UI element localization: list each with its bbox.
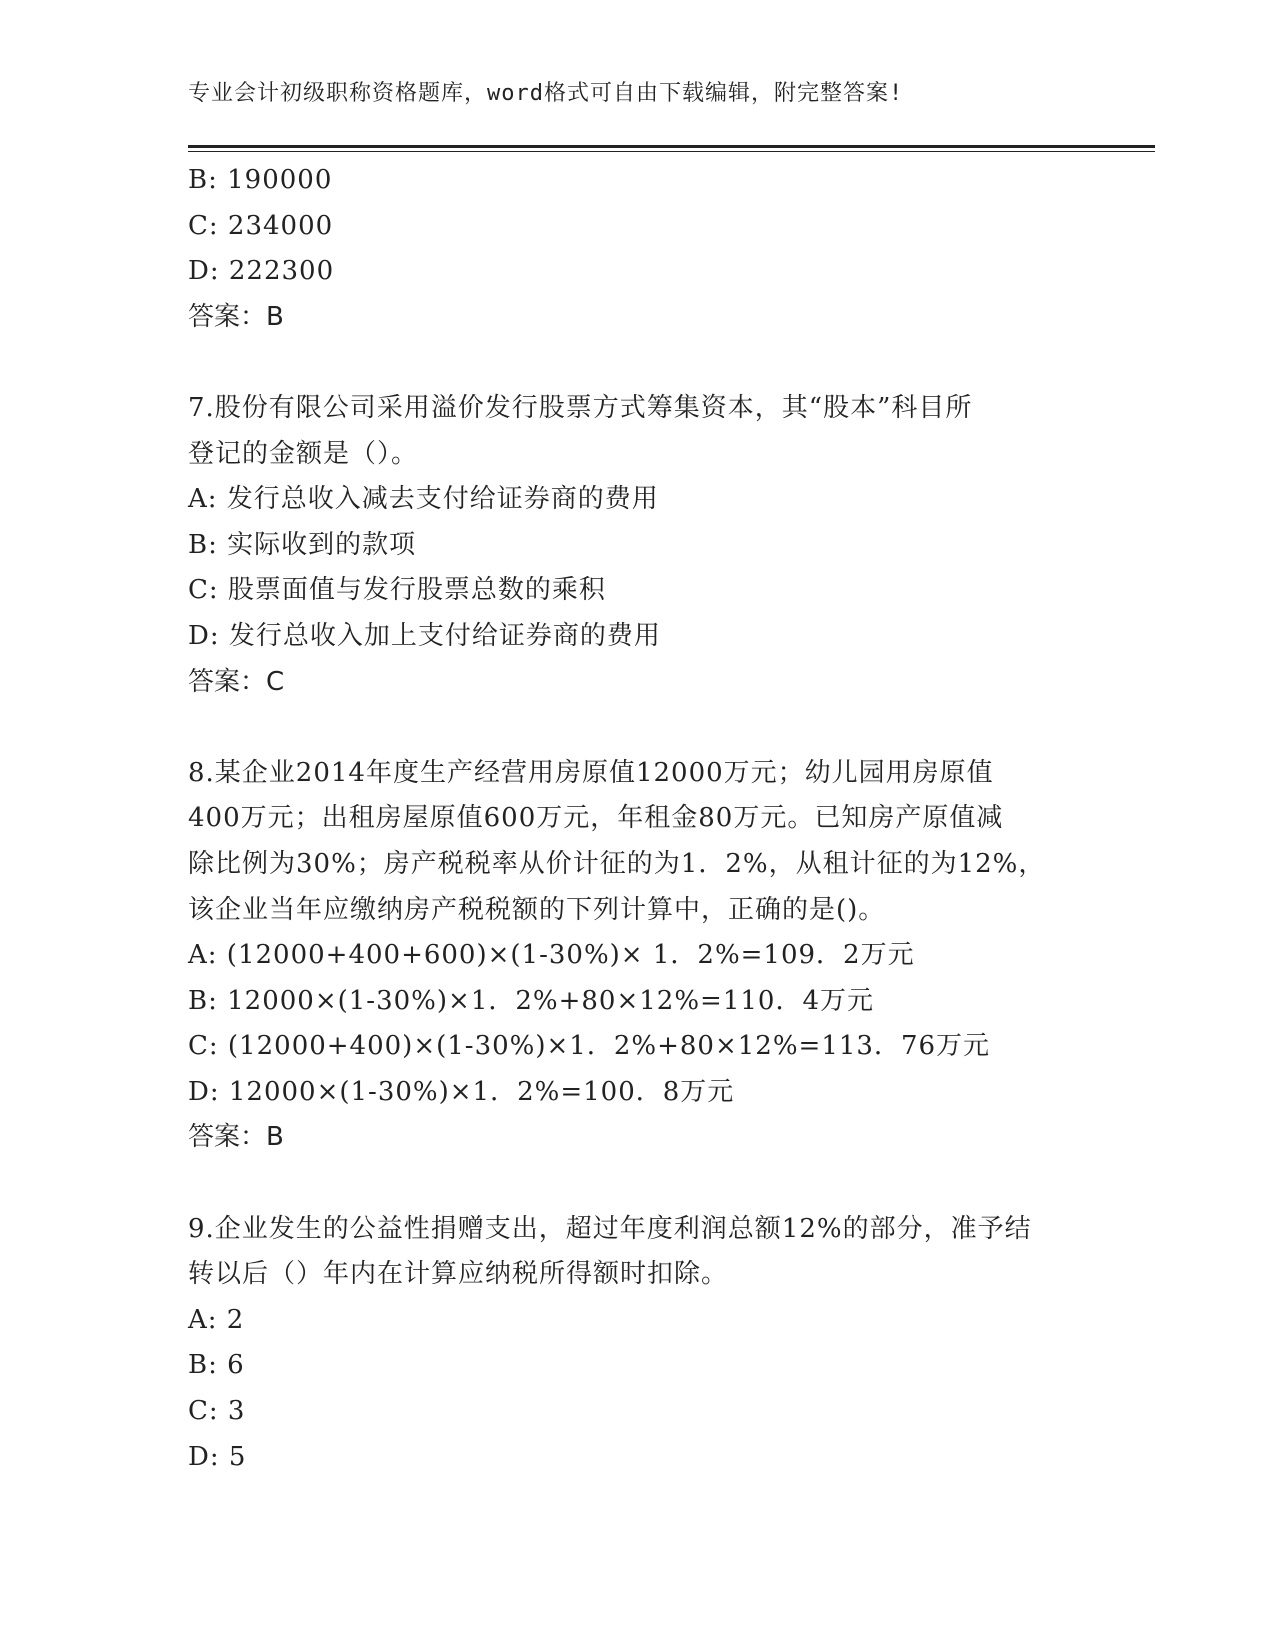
question-stem: 除比例为30%；房产税税率从价计征的为1．2%，从租计征的为12%， — [188, 848, 1046, 879]
question-stem: 该企业当年应缴纳房产税税额的下列计算中，正确的是()。 — [188, 894, 886, 925]
header-divider — [188, 145, 1155, 148]
question-stem: 7.股份有限公司采用溢价发行股票方式筹集资本，其“股本”科目所 — [188, 392, 973, 423]
option-a: A: (12000+400+600)×(1-30%)× 1．2%=109．2万元 — [188, 940, 915, 971]
option-d: D: 222300 — [188, 256, 335, 287]
answer-line: 答案：C — [188, 666, 285, 697]
option-b: B: 12000×(1-30%)×1．2%+80×12%=110．4万元 — [188, 985, 875, 1016]
option-d: D: 发行总收入加上支付给证券商的费用 — [188, 620, 661, 651]
option-d: D: 12000×(1-30%)×1．2%=100．8万元 — [188, 1076, 735, 1107]
option-b: B: 190000 — [188, 165, 333, 195]
question-stem: 登记的金额是（）。 — [188, 438, 419, 469]
question-stem: 400万元；出租房屋原值600万元，年租金80万元。已知房产原值减 — [188, 803, 1004, 834]
question-stem: 转以后（）年内在计算应纳税所得额时扣除。 — [188, 1259, 729, 1290]
question-stem: 9.企业发生的公益性捐赠支出，超过年度利润总额12%的部分，准予结 — [188, 1213, 1032, 1244]
option-c: C: 股票面值与发行股票总数的乘积 — [188, 575, 606, 606]
question-9 — [188, 1207, 1088, 1481]
option-d: D: 5 — [188, 1441, 247, 1472]
question-8 — [188, 751, 1088, 1161]
option-b: B: 实际收到的款项 — [188, 529, 417, 560]
question-7 — [188, 386, 1088, 705]
question-stem: 8.某企业2014年度生产经营用房原值12000万元；幼儿园用房原值 — [188, 757, 994, 788]
page-header: 专业会计初级职称资格题库，word格式可自由下载编辑，附完整答案! — [188, 81, 904, 106]
option-c: C: 3 — [188, 1396, 246, 1427]
option-a: A: 发行总收入减去支付给证券商的费用 — [188, 484, 659, 515]
option-a: A: 2 — [188, 1304, 245, 1335]
document-body — [188, 158, 1088, 1480]
header-divider-thin — [188, 151, 1155, 152]
answer-line: 答案：B — [188, 301, 284, 332]
question-6-tail — [188, 158, 1088, 340]
option-c: C: 234000 — [188, 210, 334, 241]
answer-line: 答案：B — [188, 1122, 284, 1153]
option-c: C: (12000+400)×(1-30%)×1．2%+80×12%=113．76万元 — [188, 1031, 991, 1062]
option-b: B: 6 — [188, 1350, 245, 1381]
